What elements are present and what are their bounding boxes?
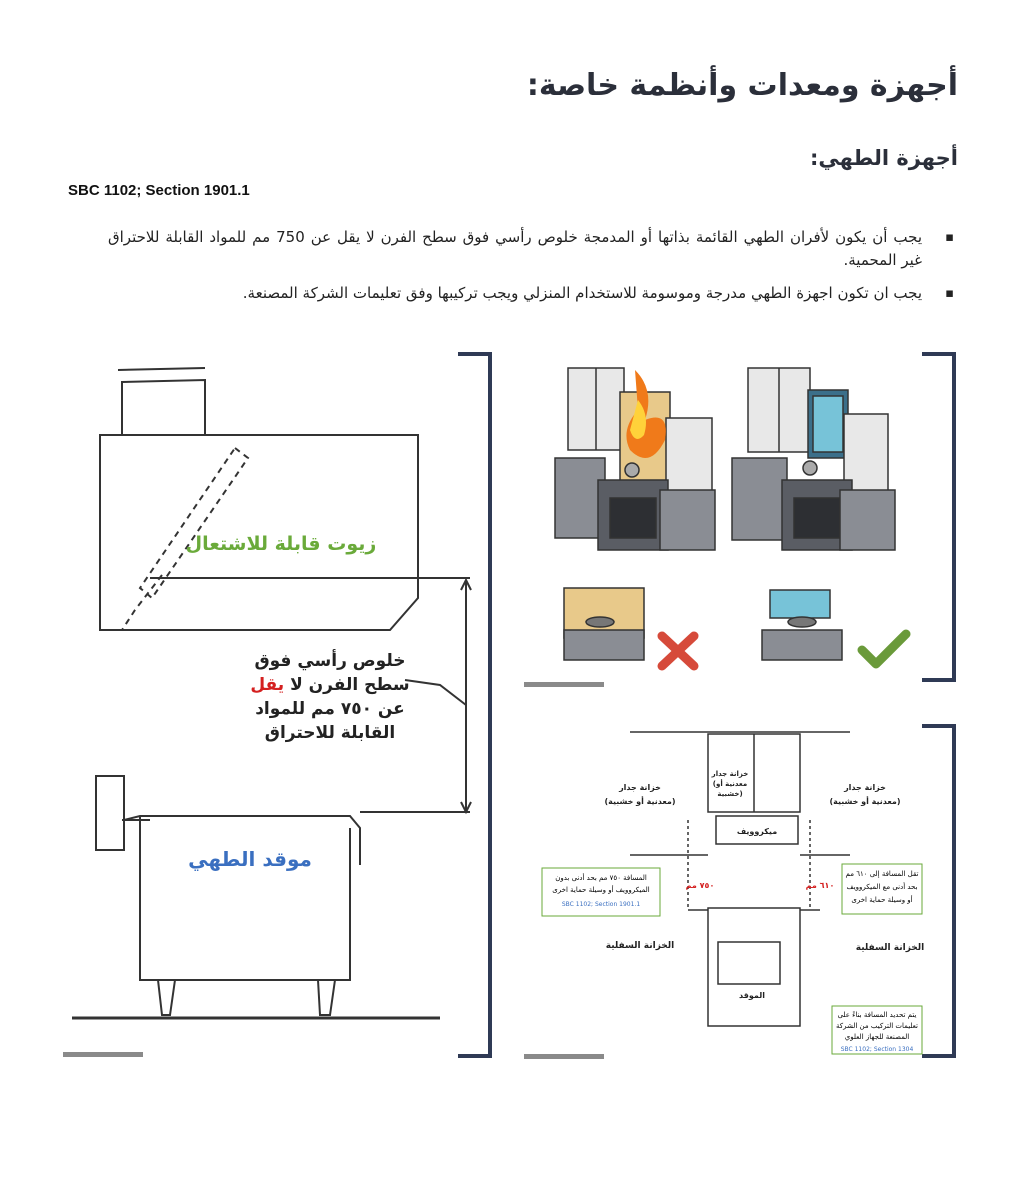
dim-610-label: ٦١٠ مم bbox=[805, 881, 835, 890]
range-hood-drawing bbox=[100, 368, 471, 812]
kitchen-comparison-figure bbox=[520, 340, 960, 690]
stove-label: الموقد bbox=[739, 991, 765, 1000]
note-text: المسافة ٧٥٠ مم بحد أدنى بدون bbox=[555, 874, 647, 882]
wall-cabinet-right-sub: (معدنية أو خشبية) bbox=[829, 797, 901, 806]
dim-750-label: ٧٥٠ مم bbox=[685, 881, 715, 890]
flammable-oils-label: زيوت قابلة للاشتعال bbox=[185, 533, 377, 555]
note-ref: SBC 1102; Section 1901.1 bbox=[561, 901, 641, 908]
clearance-line: عن ٧٥٠ مم للمواد bbox=[255, 699, 405, 719]
list-item: ▪ يجب ان تكون اجهزة الطهي مدرجة وموسومة للاستخدام المنزلي ويجب تركيبها وفق تعليمات الشركة المصنعة. bbox=[108, 282, 958, 305]
figure-underline bbox=[524, 682, 604, 687]
wall-cabinet-mid-sub: خشبية) bbox=[717, 790, 743, 798]
stove-label: موقد الطهي bbox=[188, 847, 312, 871]
hood-clearance-figure bbox=[0, 340, 510, 1070]
clearance-text: سطح الفرن لا bbox=[284, 675, 410, 695]
clearance-emphasis: يقل bbox=[250, 675, 285, 695]
clearance-line bbox=[250, 675, 409, 695]
note-text: يتم تحديد المسافة بناءً على bbox=[837, 1011, 917, 1019]
note-text: بحد أدنى مع الميكروويف bbox=[846, 883, 918, 891]
note-text: المصنعة للجهاز العلوي bbox=[844, 1033, 910, 1041]
wall-cabinet-left-label: خزانة جدار bbox=[619, 783, 661, 792]
note-text: أو وسيلة حماية اخرى bbox=[851, 896, 913, 904]
note-text: تقل المسافة إلى ٦١٠ مم bbox=[845, 870, 919, 878]
figure-frame bbox=[922, 726, 954, 1056]
list-item: ▪ يجب أن يكون لأفران الطهي القائمة بذاتها أو المدمجة خلوص رأسي فوق سطح الفرن لا يقل عن 750 مم للمواد القابلة للاحتراق غير المحمية. bbox=[108, 226, 958, 272]
note-text: تعليمات التركيب من الشركة bbox=[836, 1022, 918, 1030]
note-box-bottom bbox=[832, 1006, 922, 1054]
unsafe-kitchen-illustration bbox=[555, 368, 715, 550]
microwave-label: ميكروويف bbox=[736, 827, 778, 836]
clearance-dimensions-figure bbox=[520, 720, 960, 1070]
clearance-line: خلوص رأسي فوق bbox=[254, 651, 406, 671]
figure-underline bbox=[524, 1054, 604, 1059]
clearance-label bbox=[250, 649, 409, 743]
section-subtitle: أجهزة الطهي: bbox=[809, 146, 958, 170]
note-box-left bbox=[542, 868, 660, 916]
requirements-list bbox=[108, 226, 958, 315]
clearance-line: القابلة للاحتراق bbox=[264, 723, 396, 743]
figure-frame bbox=[458, 354, 490, 1056]
safe-kitchen-illustration bbox=[732, 368, 895, 550]
code-reference: SBC 1102; Section 1901.1 bbox=[68, 182, 250, 199]
wall-cabinet-mid-label: خزانة جدار bbox=[711, 770, 749, 778]
figure-underline bbox=[63, 1052, 143, 1057]
wall-cabinet-left-sub: (معدنية أو خشبية) bbox=[604, 797, 676, 806]
cross-icon bbox=[662, 636, 694, 666]
wall-cabinet-mid-sub: (معدنية أو bbox=[712, 780, 748, 788]
wall-cabinet-right-label: خزانة جدار bbox=[844, 783, 886, 792]
figure-frame bbox=[922, 354, 954, 680]
base-cabinet-right-label: الخزانة السفلية bbox=[855, 943, 925, 953]
note-ref: SBC 1102; Section 1304 bbox=[840, 1046, 914, 1053]
note-text: الميكروويف أو وسيلة حماية اخرى bbox=[552, 886, 650, 894]
unsafe-stove-icon bbox=[564, 588, 644, 660]
check-icon bbox=[862, 634, 906, 664]
note-box-right bbox=[842, 864, 922, 914]
base-cabinet-left-label: الخزانة السفلية bbox=[605, 941, 675, 951]
page-title: أجهزة ومعدات وأنظمة خاصة: bbox=[526, 68, 958, 103]
safe-stove-icon bbox=[762, 590, 842, 660]
